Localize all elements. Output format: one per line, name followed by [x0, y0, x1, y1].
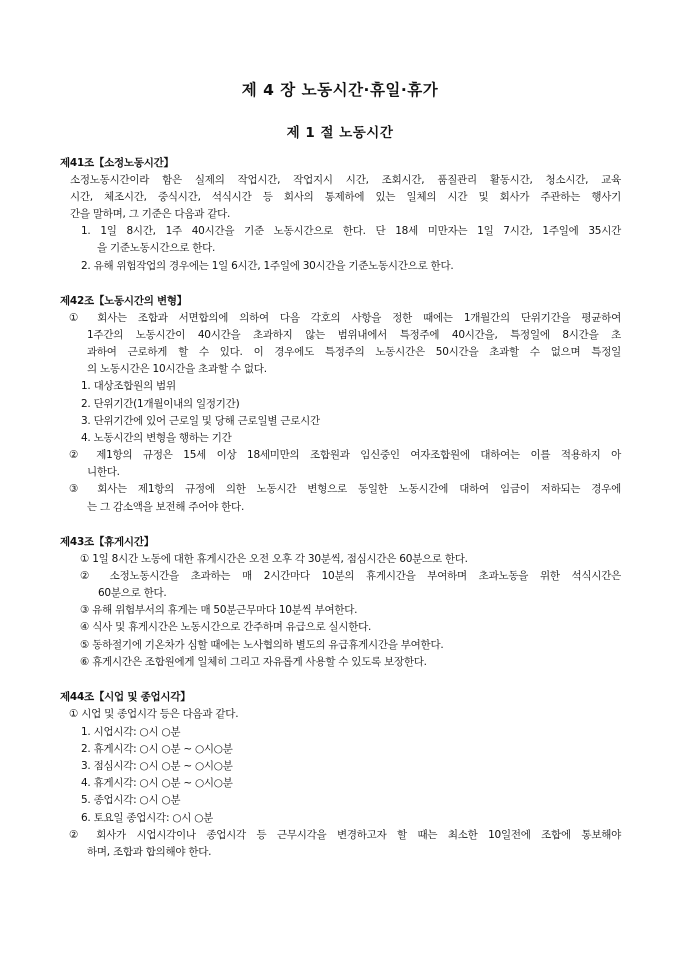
- article-41-line: 간을 말하며, 그 기준은 다음과 같다.: [70, 208, 231, 220]
- chapter-title: 제 4 장 노동시간·휴일·휴가: [241, 81, 439, 99]
- article-43-paragraph: ⑤ 동하절기에 기온차가 심할 때에는 노사협의하 별도의 유급휴게시간을 부여한다.: [80, 639, 444, 651]
- article-44-item: 5. 종업시각: ○시 ○분: [81, 794, 181, 806]
- article-43-paragraph: ④ 식사 및 휴게시간은 노동시간으로 간주하며 유급으로 실시한다.: [80, 621, 372, 633]
- article-42-paragraph: 니한다.: [87, 466, 120, 478]
- article-43-paragraph: 60분으로 한다.: [98, 587, 167, 599]
- article-43-paragraph: ⑥ 휴게시간은 조합원에게 일체히 그리고 자유롭게 사용할 수 있도록 보장한다.: [80, 656, 427, 668]
- article-44-item: 2. 휴게시각: ○시 ○분 ~ ○시○분: [81, 743, 233, 755]
- article-43-paragraph: ① 1일 8시간 노동에 대한 휴게시간은 오전 오후 각 30분씩, 점심시간은 60분으로 한다.: [80, 553, 468, 565]
- article-42-item: 4. 노동시간의 변형을 행하는 기간: [81, 432, 232, 444]
- article-44-paragraph: ② 회사가 시업시각이나 종업시각 등 근무시각을 변경하고자 할 때는 최소한 10일전에 조합에 통보해야: [69, 829, 621, 841]
- article-43-heading: 제43조【휴게시간】: [60, 536, 154, 548]
- article-41-item: 1. 1일 8시간, 1주 40시간을 기준 노동시간으로 한다. 단 18세 미만자는 1일 7시간, 1주일에 35시간: [81, 225, 621, 237]
- article-42-paragraph: 1주간의 노동시간이 40시간을 초과하지 않는 범위내에서 특정주에 40시간을, 특정일에 8시간을 초: [87, 329, 621, 341]
- article-42-item: 2. 단위기간(1개월이내의 일정기간): [81, 398, 240, 410]
- article-42-heading: 제42조【노동시간의 변형】: [60, 295, 188, 307]
- article-42-item: 1. 대상조합원의 범위: [81, 380, 176, 392]
- article-44-item: 4. 휴게시각: ○시 ○분 ~ ○시○분: [81, 777, 233, 789]
- article-42-paragraph: ② 제1항의 규정은 15세 이상 18세미만의 조합원과 임신중인 여자조합원에 대하여는 이를 적용하지 아: [69, 449, 621, 461]
- article-42-paragraph: 는 그 감소액을 보전해 주어야 한다.: [87, 501, 245, 513]
- article-43-paragraph: ③ 유해 위험부서의 휴게는 매 50분근무마다 10분씩 부여한다.: [80, 604, 358, 616]
- article-42-item: 3. 단위기간에 있어 근로일 및 당해 근로일별 근로시간: [81, 415, 320, 427]
- article-42-paragraph: ③ 회사는 제1항의 규정에 의한 노동시간 변형으로 동일한 노동시간에 대하여 임금이 저하되는 경우에: [69, 483, 621, 495]
- article-44-item: 6. 토요일 종업시각: ○시 ○분: [81, 812, 214, 824]
- article-41-item: 2. 유해 위험작업의 경우에는 1일 6시간, 1주일에 30시간을 기준노동시간으로 한다.: [81, 260, 454, 272]
- article-42-paragraph: 의 노동시간은 10시간을 초과할 수 없다.: [87, 363, 267, 375]
- article-44-paragraph: 하며, 조합과 합의해야 한다.: [87, 846, 212, 858]
- article-44-paragraph: ① 시업 및 종업시각 등은 다음과 같다.: [69, 708, 239, 720]
- article-44-item: 3. 점심시각: ○시 ○분 ~ ○시○분: [81, 760, 233, 772]
- article-42-paragraph: 과하여 근로하게 할 수 있다. 이 경우에도 특정주의 노동시간은 50시간을 초과할 수 없으며 특정일: [87, 346, 621, 358]
- article-43-paragraph: ② 소정노동시간을 초과하는 매 2시간마다 10분의 휴게시간을 부여하며 초과노동을 위한 석식시간은: [80, 570, 621, 582]
- article-44-heading: 제44조【시업 및 종업시각】: [60, 691, 191, 703]
- article-41-line: 소정노동시간이라 함은 실제의 작업시간, 작업지시 시간, 조회시간, 품질관리 활동시간, 청소시간, 교육: [70, 174, 621, 186]
- article-42-paragraph: ① 회사는 조합과 서면합의에 의하여 다음 각호의 사항을 정한 때에는 1개월간의 단위기간을 평균하여: [69, 312, 621, 324]
- section-title: 제 1 절 노동시간: [286, 125, 394, 141]
- article-44-item: 1. 시업시각: ○시 ○분: [81, 726, 181, 738]
- article-41-item: 을 기준노동시간으로 한다.: [97, 242, 216, 254]
- article-41-line: 시간, 체조시간, 중식시간, 석식시간 등 회사의 통제하에 있는 일체의 시간 및 회사가 주관하는 행사기: [70, 191, 621, 203]
- article-41-heading: 제41조【소정노동시간】: [60, 157, 174, 169]
